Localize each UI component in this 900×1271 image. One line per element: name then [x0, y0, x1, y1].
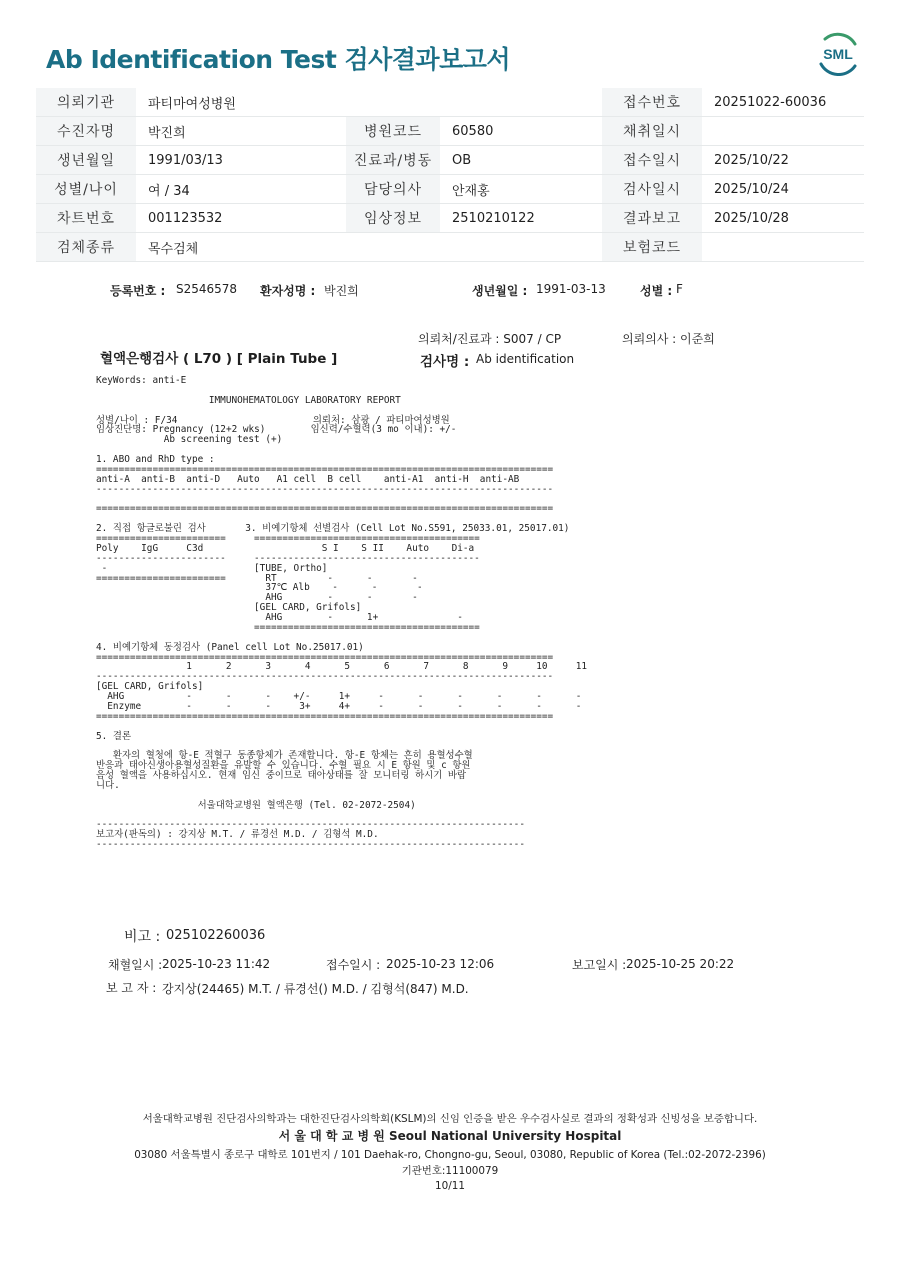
sml-logo [815, 30, 861, 76]
footer-address: 03080 서울특별시 종로구 대학로 101번지 / 101 Daehak-ro, Chongno-gu, Seoul, 03080, Republic of Korea (Tel.:02-2072-2396) [134, 1149, 766, 1161]
label-requesting-org: 의뢰기관 [36, 88, 136, 117]
label-dob: 생년월일 [36, 146, 136, 175]
table-row [36, 88, 864, 117]
value-receipt-date: 2025/10/22 [702, 146, 864, 175]
value-chart-no: 001123532 [136, 204, 346, 233]
reg-value: S2546578 [176, 282, 238, 296]
dob-value: 1991-03-13 [536, 282, 606, 296]
label-result-report: 결과보고 [602, 204, 702, 233]
reg-label: 등록번호 : [110, 284, 166, 298]
patient-info-table [36, 88, 864, 262]
dept-info: 의뢰처/진료과 : S007 / CP [418, 332, 562, 346]
patient-label: 환자성명 : [260, 284, 316, 298]
table-row [36, 146, 864, 175]
logo-text: SML [823, 46, 853, 62]
reporter-label: 보 고 자 : [106, 981, 157, 995]
label-doctor: 담당의사 [346, 175, 440, 204]
value-sex-age: 여 / 34 [136, 175, 346, 204]
value-result-report: 2025/10/28 [702, 204, 864, 233]
footer-certification: 서울대학교병원 진단검사의학과는 대한진단검사의학회(KSLM)의 신임 인증을 받은 우수검사실로 결과의 정확성과 신빙성을 보증합니다. [142, 1113, 758, 1125]
sex-label: 성별 : [640, 284, 673, 298]
dob-label: 생년월일 : [472, 284, 528, 298]
label-receipt-no: 접수번호 [602, 88, 702, 117]
report-value: 2025-10-25 20:22 [626, 957, 735, 971]
table-row [36, 175, 864, 204]
collect-label: 채혈일시 : [108, 958, 163, 972]
test-title: 혈액은행검사 ( L70 ) [ Plain Tube ] [100, 351, 338, 367]
report-label: 보고일시 : [572, 958, 627, 972]
value-hospital-code: 60580 [440, 117, 602, 146]
page-number: 10/11 [435, 1180, 465, 1192]
value-test-date: 2025/10/24 [702, 175, 864, 204]
value-specimen-type: 목수검체 [136, 233, 346, 262]
value-requesting-org: 파티마여성병원 [136, 88, 346, 117]
value-insurance-code [702, 233, 864, 262]
test-name-value: Ab identification [476, 352, 575, 366]
table-row [36, 233, 864, 262]
collect-value: 2025-10-23 11:42 [162, 957, 271, 971]
value-dob: 1991/03/13 [136, 146, 346, 175]
immunohematology-report: KeyWords: anti-E IMMUNOHEMATOLOGY LABORATORY REPORT 성별/나이 : F/34 의뢰처: 삼광 / 파티마여성병원 임상진단명: Pregnancy (12+2 wks) 임신력/수혈력(3 mo 이내): +/- Ab screening test (+) 1. ABO and RhD type : ================================================================================= anti-A anti-B anti-D Auto A1 cell B cell anti-A1 anti-H anti-AB --------------------------------------------------------------------------------- ================================================================================= 2. 직접 항글로불린 검사 3. 비예기항체 선별검사 (Cell Lot No.S591, 25033.01, 25017.01) ======================= ======================================== Poly IgG C3d S I S II Auto Di-a ----------------------- ---------------------------------------- - [TUBE, Ortho] ======================= RT - - - 37℃ Alb - - - AHG - - - [GEL CARD, Grifols] AHG - 1+ - ======================================== 4. 비예기항체 동정검사 (Panel cell Lot No.25017.01) ================================================================================= 1 2 3 4 5 6 7 8 9 10 11 --------------------------------------------------------------------------------- [GEL CARD, Grifols] AHG - - - +/- 1+ - - - - - - Enzyme - - - 3+ 4+ - - - - - - ================================================================================= 5. 결론 환자의 혈청에 항-E 적혈구 동종항체가 존재합니다. 항-E 항체는 흔히 용혈성수혈 반응과 태아신생아용혈성질환을 유발할 수 있습니다. 수혈 필요 시 E 항원 및 c 항원 음성 혈액을 사용하십시오. 현재 임신 중이므로 태아상태를 잘 모니터링 하시기 바랍 니다. 서울대학교병원 혈액은행 (Tel. 02-2072-2504) ---------------------------------------------------------------------------- 보고자(판독의) : 강지상 M.T. / 류경선 M.D. / 김형석 M.D. ---------------------------------------------------------------------------- [96, 375, 588, 851]
label-clinical-info: 임상정보 [346, 204, 440, 233]
label-dept: 진료과/병동 [346, 146, 440, 175]
patient-value: 박진희 [324, 284, 359, 298]
footer-institution-no: 기관번호:11100079 [401, 1165, 499, 1177]
label-patient-name: 수진자명 [36, 117, 136, 146]
sex-value: F [676, 282, 683, 296]
value-doctor: 안재홍 [440, 175, 602, 204]
table-row [36, 117, 864, 146]
value-patient-name: 박진희 [136, 117, 346, 146]
label-specimen-type: 검체종류 [36, 233, 136, 262]
value-clinical-info: 2510210122 [440, 204, 602, 233]
value-receipt-no: 20251022-60036 [702, 88, 864, 117]
label-test-date: 검사일시 [602, 175, 702, 204]
label-chart-no: 차트번호 [36, 204, 136, 233]
receive-value: 2025-10-23 12:06 [386, 957, 495, 971]
label-receipt-date: 접수일시 [602, 146, 702, 175]
label-hospital-code: 병원코드 [346, 117, 440, 146]
receive-label: 접수일시 : [326, 958, 381, 972]
remark-label: 비고 : [124, 929, 161, 945]
value-collection-time [702, 117, 864, 146]
doctor-info: 의뢰의사 : 이준희 [622, 332, 715, 346]
page-title: Ab Identification Test 검사결과보고서 [46, 45, 511, 74]
label-sex-age: 성별/나이 [36, 175, 136, 204]
remark-value: 025102260036 [166, 928, 266, 943]
reporter-value: 강지상(24465) M.T. / 류경선() M.D. / 김형석(847) M.D. [162, 982, 469, 996]
label-insurance-code: 보험코드 [602, 233, 702, 262]
footer-hospital-name: 서 울 대 학 교 병 원 Seoul National University Hospital [278, 1129, 622, 1143]
table-row [36, 204, 864, 233]
test-name-label: 검사명 : [420, 354, 470, 370]
value-dept: OB [440, 146, 602, 175]
label-collection-time: 채취일시 [602, 117, 702, 146]
